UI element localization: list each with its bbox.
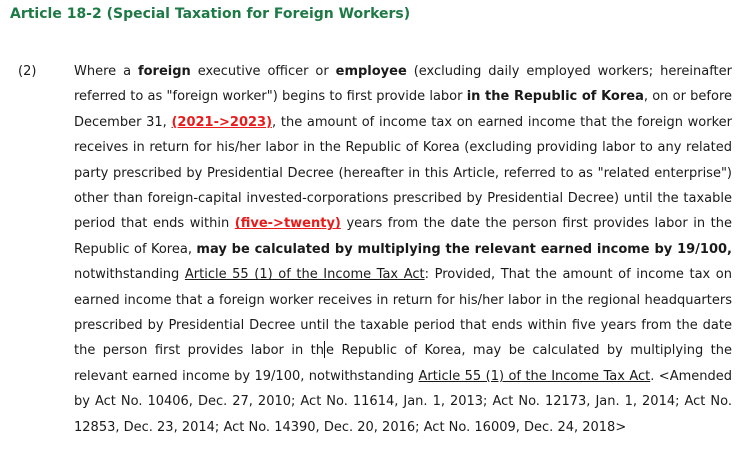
text-segment: Where a xyxy=(74,64,138,79)
text-segment: , the amount of income tax on earned income that the foreign worker receives in return for his/her labor in the Republic of Korea (excluding providing labor to any related party prescribed by Presidential Decree (hereafter in this Article, referred to as "related enterprise") other than foreign-capital invested-corporations prescribed by Presidential Decree) until the taxable period that ends within xyxy=(74,114,732,232)
text-segment: years from the date the person first provides labor in the Republic of Korea, xyxy=(74,216,732,257)
text-segment: (excluding daily employed workers; hereinafter referred to as "foreign worker") begins to first provide labor xyxy=(74,64,732,105)
emphasis-republic-of-korea: in the Republic of Korea xyxy=(466,89,644,105)
emphasis-foreign: foreign xyxy=(137,64,191,79)
text-segment: , on or before December 31, xyxy=(74,89,732,130)
emphasis-employee: employee xyxy=(335,64,407,79)
amendment-year-change: (2021->2023) xyxy=(171,114,273,130)
text-segment: e Republic of Korea, may be calculated by multiplying the relevant earned income by 19/100, notwithstanding xyxy=(74,343,732,384)
paragraph-number: (2) xyxy=(18,64,37,79)
text-segment: . <Amended by Act No. 10406, Dec. 27, 2010; Act No. 11614, Jan. 1, 2013; Act No. 12173, Jan. 1, 2014; Act No. 12853, Dec. 23, 2014; Act No. 14390, Dec. 20, 2016; Act No. 16009, Dec. 24, 2018> xyxy=(74,368,732,435)
text-segment: executive officer or xyxy=(190,64,336,79)
text-cursor xyxy=(324,341,325,358)
text-segment: notwithstanding xyxy=(74,267,185,283)
income-tax-act-link[interactable]: Article 55 (1) of the Income Tax Act xyxy=(184,267,425,283)
amendment-period-change: (five->twenty) xyxy=(234,216,341,232)
text-segment: : Provided, That the amount of income tax on earned income that a foreign worker receives in return for his/her labor in the regional headquarters prescribed by Presidential Decree until the taxable period that ends within five years from the date the person first provides labor in th xyxy=(74,267,732,359)
emphasis-tax-rate: may be calculated by multiplying the relevant earned income by 19/100, xyxy=(196,241,732,257)
paragraph-text xyxy=(74,59,732,440)
article-title: Article 18-2 (Special Taxation for Foreign Workers) xyxy=(10,6,411,22)
income-tax-act-link-2[interactable]: Article 55 (1) of the Income Tax Act xyxy=(418,368,651,384)
